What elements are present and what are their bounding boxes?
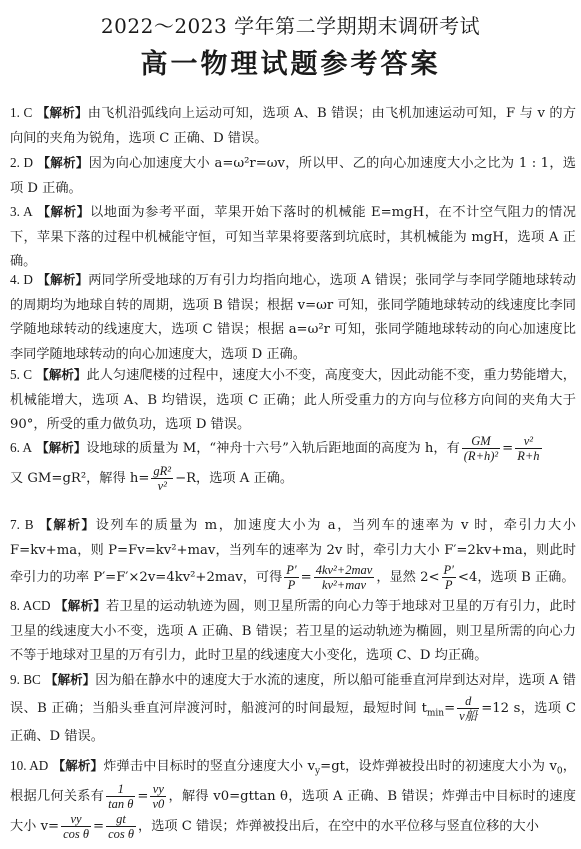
answer-text: 又 GM=gR²，解得 h= [10,471,150,486]
answer-text: ，显然 2< [376,570,440,585]
equals-sign: = [444,701,456,716]
answer-text: 若卫星的运动轨迹为圆，则卫星所需的向心力等于地球对卫星的万有引力，此时卫星的线速度大小不变，选项 A 正确、B 错误；若卫星的运动轨迹为椭圆，则卫星所需的向心力不等于地球对卫星的万有引力，此时卫星的线速度大小变化，选项 C、D 均正确。 [10,599,576,663]
analysis-tag: 【解析】 [36,440,87,455]
answer-item-1 [10,101,576,151]
analysis-tag: 【解析】 [55,598,107,613]
answer-item-6 [10,433,576,494]
analysis-tag: 【解析】 [39,517,96,532]
answer-item-2 [10,151,576,201]
fraction-numerator: vy [61,812,91,827]
analysis-tag: 【解析】 [45,672,96,687]
fraction-numerator: P′ [286,563,297,577]
fraction-gr2-over-v2 [151,464,173,493]
subscript: 0 [556,766,563,777]
answer-text: ，选项 C 错误；炸弹被投出后，在空中的水平位移与竖直位移的大小 [138,819,539,834]
answer-text: 以地面为参考平面，苹果开始下落时的机械能 E=mgH，在不计空气阻力的情况下，苹果下落的过程中机械能守恒，可知当苹果将要落到坑底时，其机械能为 mgH，选项 A 正确。 [10,205,576,269]
answer-text: <4，选项 B 正确。 [457,570,575,585]
fraction-denominator: (R+h)² [463,449,499,463]
equals-sign: = [300,570,312,585]
answer-text: 此人匀速爬楼的过程中，速度大小不变，高度变大，因此动能不变，重力势能增大，机械能增大，选项 A、B 均错误，选项 C 正确；此人所受重力的方向与位移方向间的夹角大于 90°，所受的重力做负功，选项 D 错误。 [10,368,576,432]
equals-sign: = [93,819,105,834]
answer-text: ，根据几何关系有 [10,759,576,804]
answer-number: 9. BC [10,672,41,687]
fraction-denominator: R+h [517,449,540,463]
fraction-denominator: cos θ [108,827,135,841]
document-title: 2022～2023 学年第二学期期末调研考试 [100,14,481,38]
fraction-denominator: P [287,578,296,592]
answer-item-5 [10,363,576,438]
fraction-vy-over-v0 [150,782,166,811]
fraction-denominator: tan θ [108,797,134,811]
answer-number: 4. D [10,272,33,287]
fraction-d-over-v-boat [457,694,479,723]
fraction-numerator: 4kv²+2mav [315,563,373,577]
fraction-numerator: d [457,694,479,709]
answer-text: 两同学所受地球的万有引力均指向地心，选项 A 错误；张同学与李同学随地球转动的周期均为地球自转的周期，选项 B 错误；根据 v=ωr 可知，张同学随地球转动的线速度比李同学随地球转动的线速度大，选项 C 错误；根据 a=ω²r 可知，张同学随地球转动的向心加速度比李同学随地球转动的向心加速度大，选项 D 正确。 [10,273,576,362]
answer-text: =12 s，选项 C 正确、D 错误。 [10,701,576,744]
fraction-gt-over-cos [106,812,136,841]
fraction-denominator: kv²+mav [321,578,367,592]
analysis-tag: 【解析】 [36,367,87,382]
fraction-p-prime-over-p [442,563,456,592]
fraction-numerator: vy [150,782,166,797]
fraction-denominator: P [444,578,453,592]
analysis-tag: 【解析】 [37,204,90,219]
fraction-gm-over-rh2 [462,434,500,463]
answer-item-10 [10,751,576,842]
fraction-power-ratio [314,563,375,592]
fraction-numerator: gR² [153,464,172,478]
analysis-tag: 【解析】 [37,272,89,287]
fraction-numerator: GM [462,434,500,449]
fraction-denominator: v0 [152,797,165,811]
fraction-numerator: gt [106,812,136,827]
answer-text: 因为向心加速度大小 a=ω²r=ωv，所以甲、乙的向心加速度大小之比为 1 : 1，选项 D 正确。 [10,156,576,196]
answer-text: 因为船在静水中的速度大于水流的速度，所以船可能垂直河岸到达对岸，选项 A 错误、B 正确；当船头垂直河岸渡河时，船渡河的时间最短，最短时间 t [10,673,576,716]
answer-number: 10. AD [10,758,49,773]
fraction-denominator: v² [157,479,167,493]
answer-text: ，解得 v0=gttan θ，选项 A 正确、B 错误；炸弹击中目标时的速度大小 v= [10,789,576,834]
answer-item-4 [10,268,576,367]
answer-item-8 [10,594,576,669]
fraction-v2-over-rh [515,434,541,463]
answer-text: 炸弹击中目标时的竖直分速度大小 v [103,759,316,774]
answer-text: 设地球的质量为 M，“神舟十六号”入轨后距地面的高度为 h，有 [86,441,460,456]
answer-text: −R，选项 A 正确。 [175,471,294,486]
analysis-tag: 【解析】 [36,105,88,120]
answer-number: 7. B [10,517,34,532]
subscript: min [426,708,445,719]
answer-text: 由飞机沿弧线向上运动可知，选项 A、B 错误；由飞机加速运动可知，F 与 v 的方向间的夹角为锐角，选项 C 正确、D 错误。 [10,106,576,146]
answer-number: 1. C [10,105,33,120]
fraction-denominator: v船 [459,709,478,723]
equals-sign: = [502,441,514,456]
answer-item-9 [10,666,576,750]
answer-number: 3. A [10,204,33,219]
analysis-tag: 【解析】 [37,155,89,170]
answer-text: =gt，设炸弹被投出时的初速度大小为 v [320,759,557,774]
fraction-vy-over-cos [61,812,91,841]
fraction-numerator: P′ [443,563,454,577]
answer-item-7 [10,512,576,592]
fraction-numerator: 1 [106,782,135,797]
fraction-p-prime-over-p [284,563,298,592]
fraction-denominator: cos θ [63,827,90,841]
fraction-1-over-tan [106,782,135,811]
equals-sign: = [137,789,149,804]
answer-text: 设列车的质量为 m，加速度大小为 a，当列车的速率为 v 时，牵引力大小 F=kv+ma，则 P=Fv=kv²+mav，当列车的速率为 2v 时，牵引力大小 F′=2kv+ma，则此时牵引力的功率 P′=F′×2v=4kv²+2mav，可得 [10,518,576,585]
answer-number: 8. ACD [10,598,51,613]
answer-number: 2. D [10,155,34,170]
answer-item-3 [10,200,576,275]
answer-number: 6. A [10,440,32,455]
analysis-tag: 【解析】 [52,758,104,773]
subscript: y [315,766,321,777]
fraction-numerator: v² [515,434,541,449]
document-subtitle: 高一物理试题参考答案 [140,49,441,80]
answer-number: 5. C [10,367,33,382]
